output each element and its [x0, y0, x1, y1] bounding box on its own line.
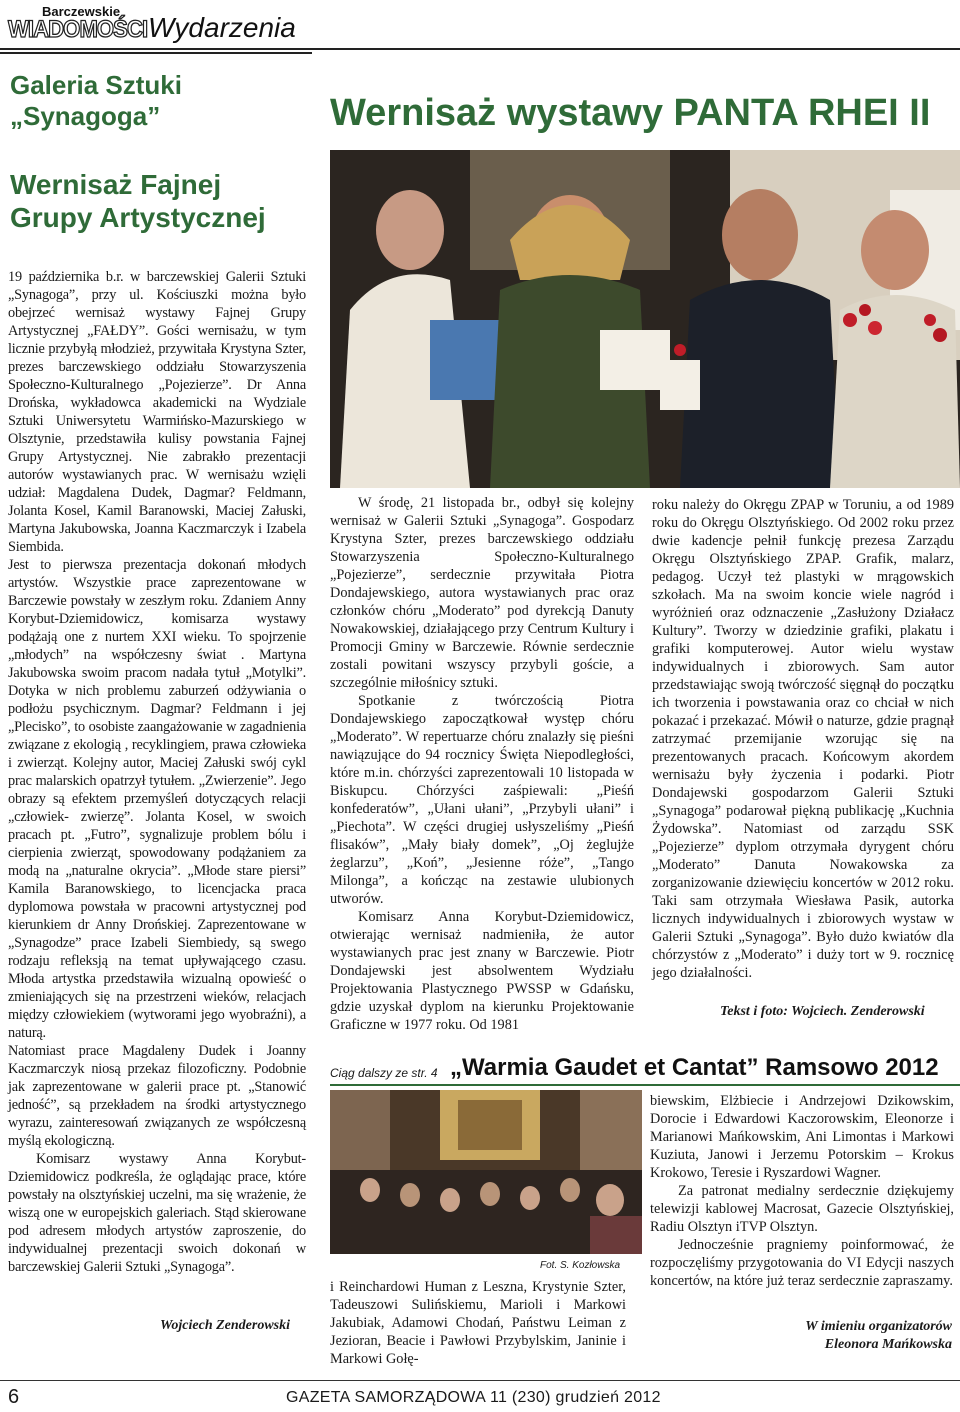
logo-main-text: WIADOMOŚCI [8, 16, 148, 43]
logo-top-text: Barczewskie [42, 4, 121, 19]
main-article-col-1 [330, 494, 634, 1034]
paragraph: roku należy do Okręgu ZPAP w Toruniu, a od 1989 roku do Okręgu Olsztyńskiego. Od 2002 roku przez dwie kadencje pełnił funkcję prezesa Zarządu Okręgu Olsztyńskiego ZPAP. Grafik, malarz, pedagog. Uczył też plastyki w mrągowskich szkołach. Ma na swoim koncie wiele nagród i wyróżnień oraz odznaczenie „Zasłużony Działacz Kultury”. Tworzy w dziedzinie grafiki, plakatu i grafiki komputerowej. Autor wielu wystaw indywidualnych i zbiorowych. Sam autor przedstawiając swoją twórczość sięgnął do początku ich tworzenia i powstawania oraz co chciał w nich pokazać i przekazać. Mówił o naturze, gdzie pragnął zatrzymać przemijanie wzorując się na prezentowanych pracach. Końcowym akordem wernisażu były życzenia i podarki. Piotr Dondajewski gospodarzom Galerii Sztuki „Synagoga” podarował piękną publikację „Kuchnia Żydowska”. Natomiast od zarządu SSK „Pojezierze” dyplom otrzymała dyrygent chóru „Moderato” Danuta Nowakowska za zorganizowanie dziewięciu koncertów w 2012 roku. Taki sam otrzymała Wiesława Pasik, autorka licznych indywidualnych i zbiorowych wystaw w Galerii Sztuki „Synagoga”. Było dużo kwiatów dla chórzystów z „Moderato” i duży tort w 9. rocznicę jego działalności. [652, 497, 954, 981]
main-article-credit: Tekst i foto: Wojciech. Zenderowski [720, 1004, 925, 1019]
photo-illustration [330, 150, 960, 488]
left-divider [0, 52, 312, 54]
footer-divider [0, 1380, 960, 1381]
main-article-col-2 [652, 496, 954, 982]
paragraph: Jest to pierwsza prezentacja dokonań młodych artystów. Wszystkie prace zaprezentowane w Barczewie powstały w zeszłym roku. Zdaniem Anny Korybut-Dziemidowicz, komisarza wystawy podążają one z nurtem XXI wieku. To spojrzenie „młodych” na współczesny świat . Martyna Jakubowska swoim pracom nadała tytuł „Motylki”. Dotyka w nich problemu zaburzeń odżywiania o podłożu psychicznym. Dagmar? Feldmann i jej „Plecisko”, to osobiste zaangażowanie w zagadnienia związane z ekologią , recyklingiem, prawa człowieka i zwierząt. Kolejny autor, Maciej Załuski swój cykl prac malarskich opatrzył tytułem. „Zwierzenie”. Jego obrazy są efektem przemyśleń dotyczących relacji „człowiek- zwierzę”. Jolanta Kosel, w swoich pracach pt. „Futro”, sygnalizuje problem bólu i cierpienia zwierząt, spowodowany podążaniem za modą na „naturalne okrycia”. „Młode stare piersi” Kamila Baranowskiego, to licencjacka praca dyplomowa powstała w pracowni artystycznej pod kierunkiem dr Anny Drońskiej. Zaprezentowane w „Synagodze” prace Izabeli Siembiedy, są swego rodzaju refleksją na temat upływającego czasu. Młoda artystka przedstawiła wizualną opowieść o zmieniających się na przestrzeni wieków, relacjach między człowiekiem (wytworami jego wyobraźni), a naturą. [8, 557, 306, 1041]
continued-from-label: Ciąg dalszy ze str. 4 [330, 1066, 438, 1080]
main-headline: Wernisaż wystawy PANTA RHEI II [330, 92, 931, 134]
paragraph: Natomiast prace Magdaleny Dudek i Joanny Kaczmarczyk niosą przekaz filozoficzny. Podobnie jak zaprezentowane w galerii prace pt. „Stanowić jedność”, są przekładem na środki artystycznego wyrazu, zainteresowań związanych ze współczesną myślą ekologiczną. [8, 1043, 306, 1149]
paragraph: W środę, 21 listopada br., odbył się kolejny wernisaż w Galerii Sztuki „Synagoga”. Gospodarz Krystyna Szter, prezes barczewskiego oddziału Stowarzyszenia Społeczno-Kulturalnego „Pojezierze”, serdecznie przywitała Piotra Dondajewskiego, autora wystawianych prac oraz członków chóru „Moderato” pod dyrekcją Danuty Nowakowskiej, działającego przy Centrum Kultury i Promocji Gminy w Barczewie. Równie serdecznie zostali powitani wszyscy przybyli goście, a szczególnie miłośnicy sztuki. [330, 495, 634, 691]
page-number: 6 [8, 1386, 20, 1408]
section-title: Wydarzenia [148, 12, 296, 43]
wernisaz-photo [330, 150, 960, 488]
second-article-signature [650, 1318, 952, 1354]
signature-name: Eleonora Mańkowska [824, 1337, 952, 1352]
publication-info: GAZETA SAMORZĄDOWA 11 (230) grudzień 2012 [286, 1389, 661, 1406]
paragraph: i Reinchardowi Human z Leszna, Krystynie Szter, Tadeuszowi Sulińskiemu, Marioli i Markowi Jakubiak, Adamowi Chodań, Państwu Leiman z Jezioran, Beacie i Pawłowi Przybylskim, Janinie i Markowi Gołę- [330, 1279, 626, 1367]
second-article-col-1 [330, 1278, 626, 1368]
paragraph: 19 października b.r. w barczewskiej Galerii Sztuki „Synagoga”, przy ul. Kościuszki można było obejrzeć wernisaż wystawy Fajnej Grupy Artystycznej „FAŁDY”. Gości wernisażu, w tym licznie przybyłą młodzież, przywitała Krystyna Szter, prezes barczewskiego oddziału Stowarzyszenia Społeczno-Kulturalnego „Pojezierze”. Dr Anna Drońska, wykładowca akademicki na Wydziale Sztuki Uniwersytetu Warmińsko-Mazurskiego w Olsztynie, przedstawiła kulisy powstania Fajnej Grupy Artystycznej. Nie zabrakło prezentacji autorów wystawianych prac. W wernisażu wzięli udział: Magdalena Dudek, Dagmar? Feldmann, Jolanta Kosel, Kamil Baranowski, Maciej Załuski, Martyna Jakubowska, Joanna Kaczmarczyk i Izabela Siembida. [8, 269, 306, 555]
second-headline: „Warmia Gaudet et Cantat” Ramsowo 2012 [450, 1054, 939, 1081]
paragraph: Jednocześnie pragniemy poinformować, że rozpoczęliśmy przygotowania do VI Edycji naszych koncertów, na które już teraz serdecznie zapraszamy. [650, 1237, 954, 1289]
paragraph: biewskim, Elżbiecie i Andrzejowi Dzikowskim, Dorocie i Edwardowi Kaczorowskim, Eleonorze i Marianowi Mańkowskim, Ani Limontas i Markowi Kuziuta, Janowi i Jerzemu Potorskim – Krokus Krokowo, Teresie i Ryszardowi Wagner. [650, 1093, 954, 1181]
photo-credit: Fot. S. Kozłowska [540, 1260, 621, 1271]
article-left-headline: Wernisaż Fajnej Grupy Artystycznej [10, 169, 266, 234]
paragraph: Spotkanie z twórczością Piotra Dondajewskiego zapoczątkował występ chóru „Moderato”. W repertuarze chóru znalazły się pieśni nawiązujące do 94 rocznicy Święta Niepodległości, które m.in. chórzyści zaprezentowali 10 listopada w Biskupcu. Chórzyści zaśpiewali: „Pieśń konfederatów”, „Ułani ułani”, „Przybyli ułani” i „Piechota”. W części drugiej usłyszeliśmy „Pieśń flisaków”, „Mały biały domek”, „Oj żeglujże żeglarzu”, „Koń”, „Jesienne róże”, „Tango Milonga”, a kończąc na zestawie ulubionych utworów. [330, 693, 634, 907]
header-divider [0, 48, 960, 50]
paragraph: Komisarz Anna Korybut-Dziemidowicz, otwierając wernisaż nadmieniła, że autor wystawianych prac jest znany w Barczewie. Piotr Dondajewski jest absolwentem Wydziału Projektowania Plastycznego PWSSP w Gdańsku, gdzie uzyskał dyplom na kierunku Projektowanie Graficzne w 1977 roku. Od 1981 [330, 909, 634, 1033]
article-left-signature: Wojciech Zenderowski [160, 1318, 291, 1333]
signature-line: W imieniu organizatorów [805, 1319, 952, 1334]
paragraph: Za patronat medialny serdecznie dziękujemy telewizji kablowej Macrosat, Gazecie Olsztyńskiej, Radiu Olsztyn iTVP Olsztyn. [650, 1183, 954, 1235]
second-article-col-2 [650, 1092, 954, 1290]
article-left-kicker: Galeria Sztuki „Synagoga” [10, 70, 182, 131]
second-headline-rule [330, 1084, 960, 1086]
masthead-logo [8, 4, 148, 44]
article-left-body [8, 268, 306, 1276]
concert-photo [330, 1090, 642, 1254]
paragraph: Komisarz wystawy Anna Korybut-Dziemidowicz podkreśla, że oglądając prace, które powstały na olsztyńskiej uczelni, ma się wrażenie, że wiszą one w europejskich galeriach. Stąd skierowane pod adresem młodych artystów zaproszenie, do indywidualnej prezentacji swoich dokonań w barczewskiej Galerii Sztuki „Synagoga”. [8, 1151, 306, 1275]
concert-photo-illustration [330, 1090, 642, 1254]
